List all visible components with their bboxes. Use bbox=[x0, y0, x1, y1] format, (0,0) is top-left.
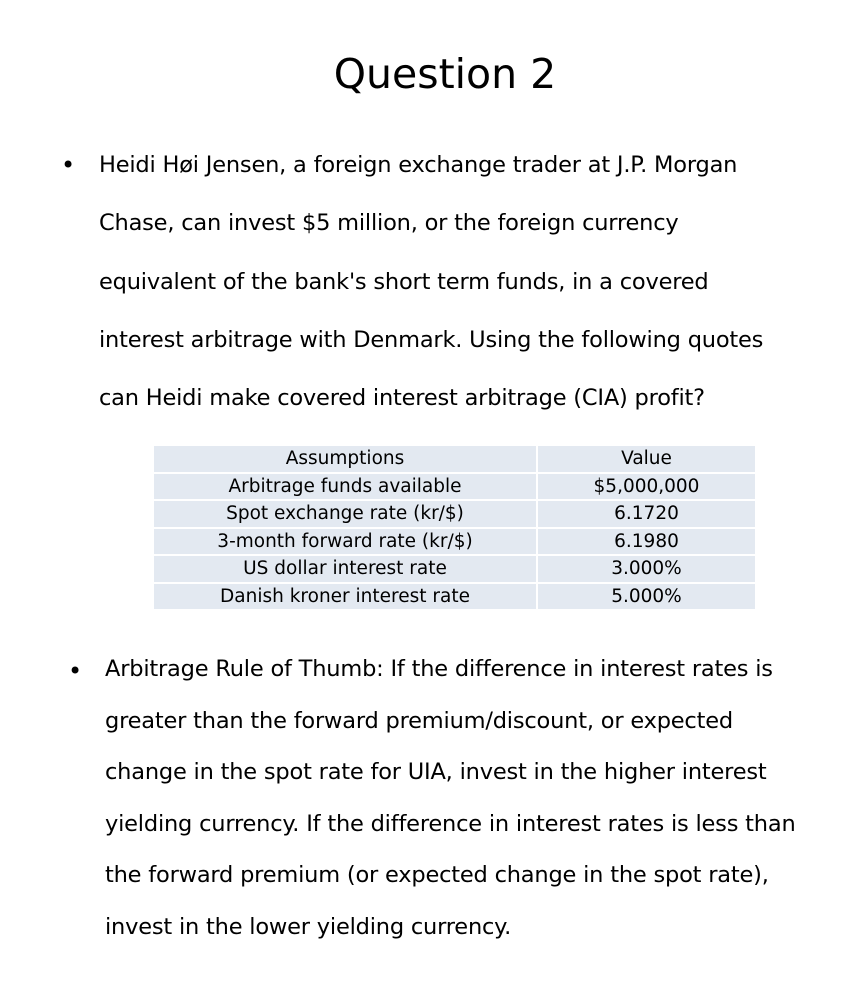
header-value: Value bbox=[537, 445, 756, 473]
table-row bbox=[153, 583, 756, 611]
question-line: Chase, can invest $5 million, or the foreign currency bbox=[99, 210, 679, 237]
question-line: interest arbitrage with Denmark. Using the following quotes bbox=[99, 326, 764, 353]
question-line: Heidi Høi Jensen, a foreign exchange trader at J.P. Morgan bbox=[99, 152, 738, 178]
row-label: US dollar interest rate bbox=[153, 555, 537, 583]
row-value: 6.1720 bbox=[537, 500, 756, 528]
rule-line: yielding currency. If the difference in interest rates is less than bbox=[105, 810, 796, 837]
row-value: 3.000% bbox=[537, 555, 756, 583]
row-label: Spot exchange rate (kr/$) bbox=[153, 500, 537, 528]
rule-line: change in the spot rate for UIA, invest in the higher interest bbox=[105, 759, 767, 786]
header-assumptions: Assumptions bbox=[153, 445, 537, 473]
table-row bbox=[153, 500, 756, 528]
rule-line: the forward premium (or expected change in the spot rate), bbox=[105, 862, 769, 889]
rule-line: Arbitrage Rule of Thumb: If the difference in interest rates is bbox=[105, 656, 773, 682]
row-label: Arbitrage funds available bbox=[153, 473, 537, 501]
table-row bbox=[153, 555, 756, 583]
row-value: 5.000% bbox=[537, 583, 756, 611]
assumptions-table bbox=[152, 444, 757, 611]
rule-line: invest in the lower yielding currency. bbox=[105, 913, 512, 940]
bullet-marker: • bbox=[61, 151, 76, 179]
question-line: can Heidi make covered interest arbitrage (CIA) profit? bbox=[99, 385, 705, 412]
question-paragraph bbox=[99, 136, 763, 427]
bullet-marker: • bbox=[68, 657, 83, 685]
page-title: Question 2 bbox=[333, 50, 557, 98]
row-value: 6.1980 bbox=[537, 528, 756, 556]
row-value: $5,000,000 bbox=[537, 473, 756, 501]
row-label: 3-month forward rate (kr/$) bbox=[153, 528, 537, 556]
question-line: equivalent of the bank's short term funds, in a covered bbox=[99, 268, 709, 295]
row-label: Danish kroner interest rate bbox=[153, 583, 537, 611]
table-row bbox=[153, 473, 756, 501]
table-header-row bbox=[153, 445, 756, 473]
table-row bbox=[153, 528, 756, 556]
rule-paragraph bbox=[105, 644, 796, 954]
rule-line: greater than the forward premium/discount, or expected bbox=[105, 707, 733, 734]
